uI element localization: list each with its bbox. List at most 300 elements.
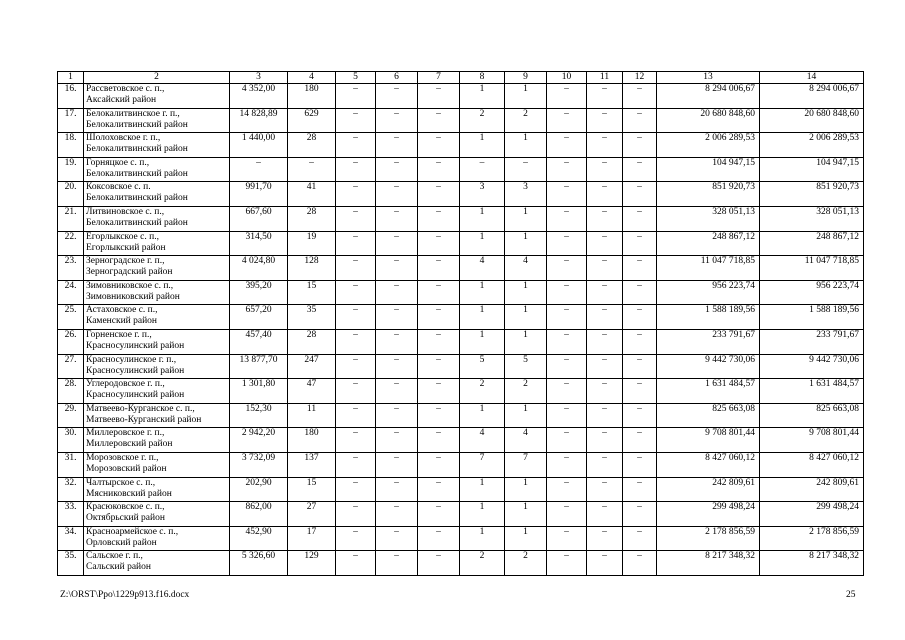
table-row — [58, 477, 864, 502]
column-header: 5 — [336, 72, 376, 84]
settlement-name: Шолоховское г. п., Белокалитвинский район — [84, 133, 230, 158]
table-cell: – — [418, 305, 460, 330]
table-cell: – — [623, 403, 657, 428]
table-row — [58, 428, 864, 453]
settlement-name: Астаховское с. п., Каменский район — [84, 305, 230, 330]
table-cell: – — [623, 452, 657, 477]
table-cell: – — [336, 206, 376, 231]
row-number: 23. — [58, 256, 84, 281]
table-cell: 1 — [505, 526, 547, 551]
amount-cell: 1 631 484,57 — [760, 379, 864, 404]
table-row — [58, 452, 864, 477]
table-cell: – — [547, 354, 587, 379]
settlement-name: Чалтырское с. п., Мясниковский район — [84, 477, 230, 502]
column-header: 8 — [460, 72, 505, 84]
table-cell: 1 — [505, 403, 547, 428]
table-cell: 19 — [288, 231, 336, 256]
table-row — [58, 551, 864, 576]
settlement-name: Коксовское с. п. Белокалитвинский район — [84, 182, 230, 207]
amount-cell: 242 809,61 — [760, 477, 864, 502]
column-header: 7 — [418, 72, 460, 84]
amount-cell: 233 791,67 — [657, 329, 760, 354]
table-cell: 3 — [460, 182, 505, 207]
table-row — [58, 84, 864, 109]
amount-cell: 8 427 060,12 — [760, 452, 864, 477]
table-cell: 28 — [288, 329, 336, 354]
table-cell: 11 — [288, 403, 336, 428]
settlement-name: Белокалитвинское г. п., Белокалитвинский район — [84, 108, 230, 133]
table-cell: – — [623, 477, 657, 502]
settlement-name: Горняцкое с. п., Белокалитвинский район — [84, 157, 230, 182]
table-row — [58, 354, 864, 379]
table-cell: – — [336, 329, 376, 354]
settlement-name: Сальское г. п., Сальский район — [84, 551, 230, 576]
column-header: 6 — [376, 72, 418, 84]
settlement-name: Миллеровское г. п., Миллеровский район — [84, 428, 230, 453]
table-cell: – — [623, 133, 657, 158]
table-cell: – — [336, 231, 376, 256]
settlement-name: Красносулинское г. п., Красносулинский район — [84, 354, 230, 379]
table-cell: – — [623, 157, 657, 182]
table-cell: – — [418, 133, 460, 158]
area-cell: 657,20 — [230, 305, 288, 330]
table-cell: 129 — [288, 551, 336, 576]
table-cell: – — [418, 231, 460, 256]
table-cell: – — [587, 379, 623, 404]
row-number: 18. — [58, 133, 84, 158]
table-cell: – — [587, 256, 623, 281]
row-number: 27. — [58, 354, 84, 379]
area-cell: 5 326,60 — [230, 551, 288, 576]
amount-cell: 2 006 289,53 — [760, 133, 864, 158]
amount-cell: 2 178 856,59 — [657, 526, 760, 551]
table-cell: – — [587, 280, 623, 305]
table-header-row — [58, 72, 864, 84]
amount-cell: 9 708 801,44 — [657, 428, 760, 453]
table-cell: – — [547, 231, 587, 256]
table-cell: – — [336, 477, 376, 502]
amount-cell: 851 920,73 — [760, 182, 864, 207]
area-cell: 152,30 — [230, 403, 288, 428]
table-cell: – — [587, 84, 623, 109]
amount-cell: 9 442 730,06 — [657, 354, 760, 379]
column-header: 9 — [505, 72, 547, 84]
column-header: 3 — [230, 72, 288, 84]
table-cell: 4 — [505, 428, 547, 453]
table-row — [58, 379, 864, 404]
table-cell: 1 — [505, 329, 547, 354]
footer-file-path: Z:\ORST\Ppo\1229p913.f16.docx — [60, 590, 190, 600]
table-cell: – — [418, 551, 460, 576]
table-cell: – — [547, 551, 587, 576]
table-cell: 2 — [460, 551, 505, 576]
table-cell: – — [547, 206, 587, 231]
settlement-name: Егорлыкское с. п., Егорлыкский район — [84, 231, 230, 256]
area-cell: 991,70 — [230, 182, 288, 207]
table-cell: 1 — [460, 502, 505, 527]
table-cell: – — [336, 379, 376, 404]
table-cell: – — [623, 256, 657, 281]
table-cell: 2 — [460, 379, 505, 404]
table-cell: – — [418, 206, 460, 231]
table-cell: 128 — [288, 256, 336, 281]
table-row — [58, 231, 864, 256]
table-row — [58, 329, 864, 354]
table-cell: – — [418, 379, 460, 404]
table-cell: – — [587, 329, 623, 354]
table-cell: – — [623, 329, 657, 354]
table-cell: – — [336, 280, 376, 305]
table-cell: – — [418, 526, 460, 551]
column-header: 1 — [58, 72, 84, 84]
table-cell: – — [376, 108, 418, 133]
table-cell: 1 — [460, 231, 505, 256]
row-number: 21. — [58, 206, 84, 231]
amount-cell: 328 051,13 — [657, 206, 760, 231]
table-cell: 28 — [288, 206, 336, 231]
settlement-name: Литвиновское с. п., Белокалитвинский район — [84, 206, 230, 231]
row-number: 35. — [58, 551, 84, 576]
settlement-name: Зерноградское г. п., Зерноградский район — [84, 256, 230, 281]
table-cell: – — [336, 305, 376, 330]
table-cell: 1 — [505, 133, 547, 158]
settlement-name: Красноармейское с. п., Орловский район — [84, 526, 230, 551]
area-cell: 3 732,09 — [230, 452, 288, 477]
amount-cell: 248 867,12 — [760, 231, 864, 256]
table-row — [58, 403, 864, 428]
table-cell: 180 — [288, 84, 336, 109]
table-cell: 1 — [505, 305, 547, 330]
table-cell: – — [587, 403, 623, 428]
table-cell: – — [587, 502, 623, 527]
amount-cell: 242 809,61 — [657, 477, 760, 502]
amount-cell: 9 708 801,44 — [760, 428, 864, 453]
table-cell: 1 — [460, 526, 505, 551]
table-cell: – — [418, 428, 460, 453]
table-cell: – — [376, 256, 418, 281]
table-cell: 1 — [460, 280, 505, 305]
row-number: 34. — [58, 526, 84, 551]
amount-cell: 8 294 006,67 — [760, 84, 864, 109]
amount-cell: 1 588 189,56 — [657, 305, 760, 330]
table-cell: 5 — [460, 354, 505, 379]
area-cell: 14 828,89 — [230, 108, 288, 133]
table-cell: – — [623, 231, 657, 256]
table-cell: – — [336, 133, 376, 158]
table-cell: – — [336, 256, 376, 281]
amount-cell: 11 047 718,85 — [657, 256, 760, 281]
page-number: 25 — [846, 590, 856, 600]
table-cell: – — [547, 403, 587, 428]
table-cell: 3 — [505, 182, 547, 207]
table-cell: – — [336, 551, 376, 576]
table-row — [58, 256, 864, 281]
table-cell: 4 — [505, 256, 547, 281]
settlement-name: Рассветовское с. п., Аксайский район — [84, 84, 230, 109]
table-cell: – — [623, 379, 657, 404]
column-header: 14 — [760, 72, 864, 84]
table-cell: – — [376, 526, 418, 551]
table-cell: – — [623, 305, 657, 330]
row-number: 20. — [58, 182, 84, 207]
table-cell: – — [376, 305, 418, 330]
table-cell: – — [376, 403, 418, 428]
table-cell: 15 — [288, 477, 336, 502]
row-number: 25. — [58, 305, 84, 330]
table-cell: – — [623, 280, 657, 305]
amount-cell: 2 178 856,59 — [760, 526, 864, 551]
table-cell: – — [418, 403, 460, 428]
table-row — [58, 157, 864, 182]
table-cell: 629 — [288, 108, 336, 133]
settlement-name: Горненское г. п., Красносулинский район — [84, 329, 230, 354]
table-cell: – — [418, 256, 460, 281]
table-cell: 2 — [505, 108, 547, 133]
table-cell: – — [288, 157, 336, 182]
table-cell: – — [376, 231, 418, 256]
amount-cell: 1 631 484,57 — [657, 379, 760, 404]
table-cell: 4 — [460, 256, 505, 281]
table-cell: – — [547, 305, 587, 330]
amount-cell: 8 427 060,12 — [657, 452, 760, 477]
row-number: 28. — [58, 379, 84, 404]
table-cell: – — [376, 280, 418, 305]
area-cell: 4 352,00 — [230, 84, 288, 109]
amount-cell: 8 217 348,32 — [657, 551, 760, 576]
table-cell: – — [547, 157, 587, 182]
table-cell: 47 — [288, 379, 336, 404]
amount-cell: 2 006 289,53 — [657, 133, 760, 158]
table-cell: 2 — [505, 551, 547, 576]
table-cell: – — [547, 379, 587, 404]
table-cell: – — [376, 502, 418, 527]
row-number: 29. — [58, 403, 84, 428]
amount-cell: 825 663,08 — [760, 403, 864, 428]
area-cell: 314,50 — [230, 231, 288, 256]
table-cell: – — [336, 526, 376, 551]
table-cell: – — [547, 256, 587, 281]
data-table — [57, 71, 864, 576]
area-cell: 202,90 — [230, 477, 288, 502]
table-cell: – — [376, 452, 418, 477]
table-cell: – — [376, 379, 418, 404]
row-number: 33. — [58, 502, 84, 527]
table-cell: 4 — [460, 428, 505, 453]
table-cell: – — [623, 551, 657, 576]
table-cell: – — [547, 133, 587, 158]
table-cell: – — [376, 84, 418, 109]
table-cell: – — [418, 108, 460, 133]
column-header: 11 — [587, 72, 623, 84]
table-cell: – — [505, 157, 547, 182]
table-row — [58, 206, 864, 231]
area-cell: 862,00 — [230, 502, 288, 527]
settlement-name: Морозовское г. п., Морозовский район — [84, 452, 230, 477]
table-row — [58, 502, 864, 527]
settlement-name: Красюковское с. п., Октябрьский район — [84, 502, 230, 527]
table-cell: 2 — [460, 108, 505, 133]
row-number: 16. — [58, 84, 84, 109]
table-cell: – — [623, 108, 657, 133]
table-row — [58, 182, 864, 207]
column-header: 13 — [657, 72, 760, 84]
table-cell: – — [336, 452, 376, 477]
table-cell: – — [587, 231, 623, 256]
area-cell: – — [230, 157, 288, 182]
table-cell: – — [376, 206, 418, 231]
table-cell: – — [336, 428, 376, 453]
table-cell: – — [336, 502, 376, 527]
table-cell: – — [376, 477, 418, 502]
table-cell: – — [623, 502, 657, 527]
row-number: 32. — [58, 477, 84, 502]
table-cell: 27 — [288, 502, 336, 527]
amount-cell: 8 217 348,32 — [760, 551, 864, 576]
table-cell: – — [623, 182, 657, 207]
amount-cell: 20 680 848,60 — [760, 108, 864, 133]
table-cell: – — [418, 157, 460, 182]
table-cell: 180 — [288, 428, 336, 453]
amount-cell: 1 588 189,56 — [760, 305, 864, 330]
table-cell: – — [587, 133, 623, 158]
table-cell: – — [336, 84, 376, 109]
table-cell: – — [587, 526, 623, 551]
table-cell: – — [547, 84, 587, 109]
table-cell: – — [418, 84, 460, 109]
row-number: 19. — [58, 157, 84, 182]
settlement-name: Зимовниковское с. п., Зимовниковский район — [84, 280, 230, 305]
table-row — [58, 280, 864, 305]
area-cell: 1 440,00 — [230, 133, 288, 158]
table-cell: – — [418, 354, 460, 379]
table-cell: 7 — [505, 452, 547, 477]
table-cell: 5 — [505, 354, 547, 379]
table-cell: – — [376, 428, 418, 453]
table-cell: 1 — [460, 206, 505, 231]
table-cell: 35 — [288, 305, 336, 330]
table-cell: – — [623, 526, 657, 551]
table-cell: 7 — [460, 452, 505, 477]
table-cell: – — [623, 84, 657, 109]
amount-cell: 299 498,24 — [657, 502, 760, 527]
table-cell: – — [547, 502, 587, 527]
table-cell: 247 — [288, 354, 336, 379]
table-body — [58, 84, 864, 576]
amount-cell: 11 047 718,85 — [760, 256, 864, 281]
table-cell: – — [376, 133, 418, 158]
table-cell: – — [336, 354, 376, 379]
column-header: 4 — [288, 72, 336, 84]
table-cell: – — [336, 157, 376, 182]
table-cell: 15 — [288, 280, 336, 305]
table-cell: – — [547, 452, 587, 477]
table-cell: – — [336, 403, 376, 428]
table-cell: 1 — [505, 280, 547, 305]
table-cell: – — [336, 108, 376, 133]
table-cell: – — [547, 280, 587, 305]
table-cell: 1 — [505, 206, 547, 231]
table-cell: – — [587, 551, 623, 576]
table-cell: 28 — [288, 133, 336, 158]
table-cell: – — [418, 502, 460, 527]
area-cell: 667,60 — [230, 206, 288, 231]
table-cell: – — [547, 182, 587, 207]
table-cell: – — [623, 206, 657, 231]
table-cell: – — [587, 108, 623, 133]
amount-cell: 8 294 006,67 — [657, 84, 760, 109]
amount-cell: 104 947,15 — [657, 157, 760, 182]
table-cell: 17 — [288, 526, 336, 551]
amount-cell: 233 791,67 — [760, 329, 864, 354]
area-cell: 4 024,80 — [230, 256, 288, 281]
area-cell: 1 301,80 — [230, 379, 288, 404]
amount-cell: 328 051,13 — [760, 206, 864, 231]
column-header: 10 — [547, 72, 587, 84]
area-cell: 452,90 — [230, 526, 288, 551]
table-cell: – — [418, 329, 460, 354]
table-cell: – — [460, 157, 505, 182]
table-cell: 137 — [288, 452, 336, 477]
table-cell: – — [376, 354, 418, 379]
table-cell: – — [587, 206, 623, 231]
amount-cell: 851 920,73 — [657, 182, 760, 207]
table-cell: – — [418, 477, 460, 502]
table-cell: 1 — [505, 231, 547, 256]
settlement-name: Матвеево-Курганское с. п., Матвеево-Курганский район — [84, 403, 230, 428]
table-cell: 41 — [288, 182, 336, 207]
table-cell: – — [336, 182, 376, 207]
area-cell: 2 942,20 — [230, 428, 288, 453]
table-cell: – — [587, 452, 623, 477]
table-row — [58, 526, 864, 551]
table-cell: – — [623, 428, 657, 453]
table-cell: – — [587, 477, 623, 502]
table-cell: – — [376, 157, 418, 182]
table-cell: – — [547, 428, 587, 453]
table-cell: 1 — [505, 84, 547, 109]
table-cell: 1 — [460, 305, 505, 330]
table-cell: – — [587, 157, 623, 182]
table-cell: – — [587, 354, 623, 379]
amount-cell: 9 442 730,06 — [760, 354, 864, 379]
column-header: 12 — [623, 72, 657, 84]
table-cell: 2 — [505, 379, 547, 404]
table-cell: – — [547, 108, 587, 133]
table-cell: – — [587, 305, 623, 330]
table-cell: – — [376, 551, 418, 576]
amount-cell: 104 947,15 — [760, 157, 864, 182]
row-number: 24. — [58, 280, 84, 305]
table-row — [58, 305, 864, 330]
table-cell: – — [623, 354, 657, 379]
table-cell: – — [547, 526, 587, 551]
table-cell: 1 — [460, 133, 505, 158]
table-cell: 1 — [460, 403, 505, 428]
table-cell: – — [547, 329, 587, 354]
table-cell: – — [587, 182, 623, 207]
row-number: 26. — [58, 329, 84, 354]
table-cell: 1 — [505, 477, 547, 502]
table-cell: 1 — [505, 502, 547, 527]
row-number: 30. — [58, 428, 84, 453]
amount-cell: 825 663,08 — [657, 403, 760, 428]
area-cell: 457,40 — [230, 329, 288, 354]
table-cell: – — [547, 477, 587, 502]
table-cell: – — [376, 329, 418, 354]
settlement-name: Углеродовское г. п., Красносулинский район — [84, 379, 230, 404]
area-cell: 395,20 — [230, 280, 288, 305]
table-cell: – — [418, 280, 460, 305]
